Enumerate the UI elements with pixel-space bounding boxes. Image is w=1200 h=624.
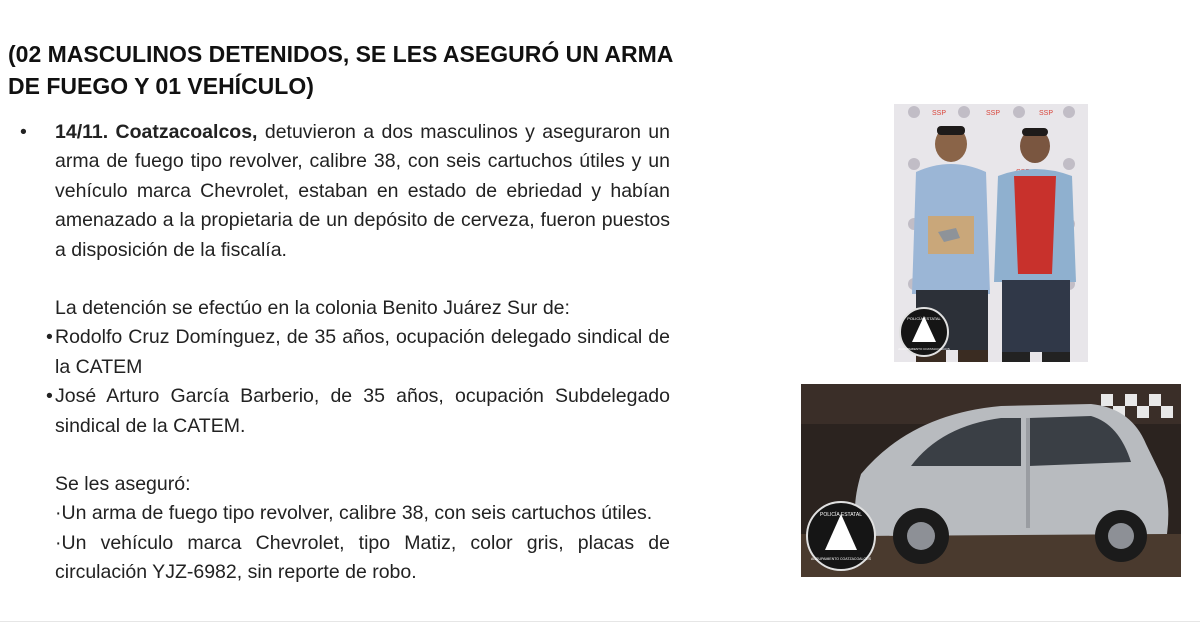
detainee-text: Rodolfo Cruz Domínguez, de 35 años, ocupación delegado sindical de la CATEM (55, 326, 670, 378)
bullet-icon: • (46, 326, 53, 349)
bullet-icon: • (20, 121, 27, 143)
seized-item: ·Un vehículo marca Chevrolet, tipo Matiz, color gris, placas de circulación YJZ-6982, sin reporte de robo. (55, 531, 670, 584)
badge-text: POLICÍA ESTATAL (907, 316, 941, 321)
detainee-text: José Arturo García Barberio, de 35 años, ocupación Subdelegado sindical de la CATEM. (55, 385, 670, 437)
detainee-item (20, 323, 670, 382)
detention-intro: La detención se efectúo en la colonia Benito Juárez Sur de: (55, 297, 570, 320)
page-title: (02 MASCULINOS DETENIDOS, SE LES ASEGURÓ UN ARMA DE FUEGO Y 01 VEHÍCULO) (8, 41, 673, 99)
detainees-photo (894, 104, 1088, 362)
detainee-item (20, 382, 670, 441)
report-bullet (20, 118, 670, 265)
report-summary: detuvieron a dos masculinos y aseguraron un arma de fuego tipo revolver, calibre 38, con seis cartuchos útiles y un vehículo marca Chevrolet, estaban en estado de ebriedad y habían amenazado a la propietaria de un depósito de cerveza, fueron puestos a disposición de la fiscalía. (55, 121, 670, 261)
backdrop-label: SSP (932, 110, 947, 117)
vehicle-photo (801, 384, 1181, 577)
seized-intro: Se les aseguró: (55, 473, 191, 496)
badge-text: POLICÍA ESTATAL (820, 512, 862, 518)
backdrop-label: SSP (986, 110, 1001, 117)
report-body (20, 118, 670, 588)
bullet-icon: • (46, 385, 53, 408)
seized-item: ·Un arma de fuego tipo revolver, calibre 38, con seis cartuchos útiles. (55, 502, 653, 525)
badge-text: AGRUPAMIENTO COATZACOALCOS (810, 557, 872, 561)
backdrop-label: SSP (1039, 110, 1054, 117)
date-place: 14/11. Coatzacoalcos, (55, 121, 258, 143)
page-divider (0, 621, 1200, 622)
badge-text: AGRUPAMIENTO COATZACOALCOS (898, 347, 950, 351)
